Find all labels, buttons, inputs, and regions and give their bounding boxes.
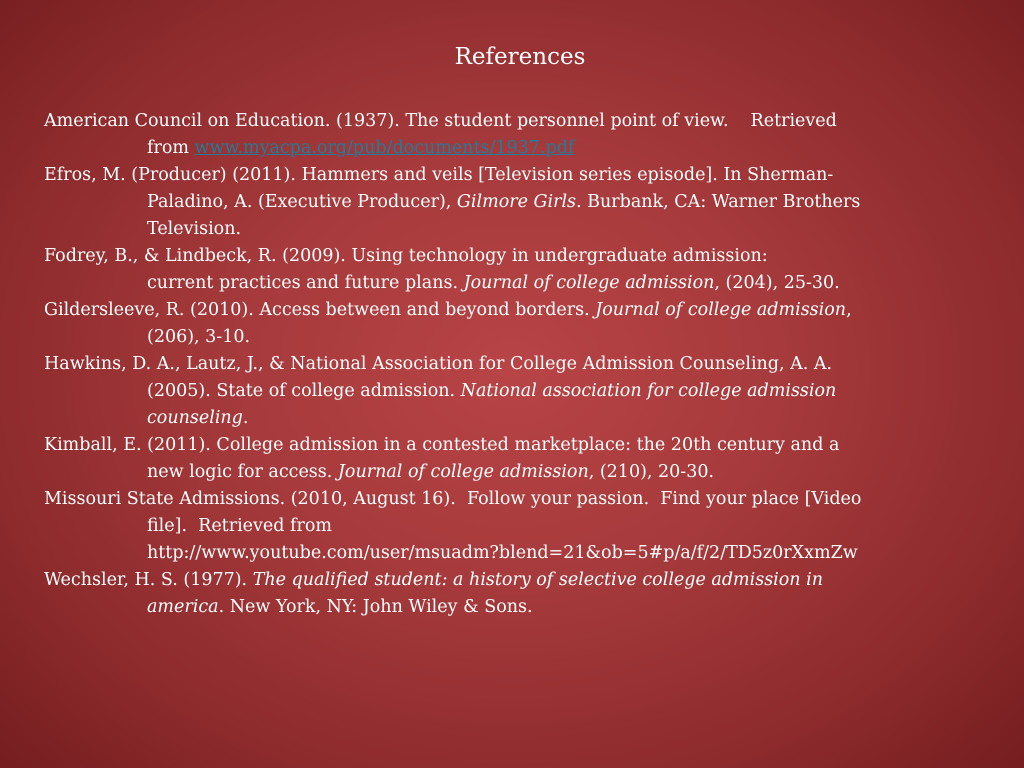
reference-line: [44, 486, 1019, 513]
reference-text: .: [242, 408, 249, 428]
reference-list: [44, 108, 1019, 621]
reference-text: . New York, NY: John Wiley & Sons.: [218, 597, 533, 617]
reference-text: , (204), 25-30.: [714, 273, 840, 293]
reference-line: [44, 405, 1019, 432]
reference-text: Paladino, A. (Executive Producer),: [147, 192, 457, 212]
reference-item: [44, 351, 1019, 432]
reference-text: , (210), 20-30.: [588, 462, 715, 482]
reference-text: current practices and future plans.: [147, 273, 464, 293]
page-title: References: [454, 44, 586, 70]
reference-item: [44, 486, 1019, 567]
reference-item: [44, 243, 1019, 297]
reference-text: file]. Retrieved from: [147, 516, 333, 536]
reference-line: [44, 513, 1019, 540]
reference-line: [44, 351, 1019, 378]
reference-item: [44, 432, 1019, 486]
reference-text: ,: [846, 300, 852, 320]
reference-text: Fodrey, B., & Lindbeck, R. (2009). Using technology in undergraduate admission:: [44, 246, 768, 266]
reference-line: [44, 270, 1019, 297]
reference-text: Wechsler, H. S. (1977).: [44, 570, 253, 590]
reference-italic-text: america: [147, 597, 219, 617]
reference-link[interactable]: www.myacpa.org/pub/documents/1937.pdf: [194, 138, 575, 158]
reference-italic-text: Journal of college admission: [337, 462, 589, 482]
reference-italic-text: Gilmore Girls: [456, 192, 577, 212]
reference-item: [44, 297, 1019, 351]
reference-line: [44, 189, 1019, 216]
reference-text: Kimball, E. (2011). College admission in a contested marketplace: the 20th century and a: [44, 435, 840, 455]
reference-text: Hawkins, D. A., Lautz, J., & National Association for College Admission Counseling, A. A.: [44, 354, 833, 374]
reference-italic-text: Journal of college admission: [595, 300, 847, 320]
reference-text: . Burbank, CA: Warner Brothers: [576, 192, 861, 212]
reference-text: American Council on Education. (1937). The student personnel point of view.: [44, 111, 729, 131]
reference-text: from: [147, 138, 195, 158]
reference-text: (2005). State of college admission.: [147, 381, 461, 401]
reference-line: [44, 108, 1019, 135]
reference-line: [44, 216, 1019, 243]
reference-text: (206), 3-10.: [147, 327, 251, 347]
reference-text: Efros, M. (Producer) (2011). Hammers and veils [Television series episode]. In Sherman-: [44, 165, 834, 185]
reference-text: Television.: [147, 219, 242, 239]
reference-line: [44, 162, 1019, 189]
reference-text: Gildersleeve, R. (2010). Access between and beyond borders.: [44, 300, 596, 320]
reference-item: [44, 567, 1019, 621]
reference-item: [44, 108, 1019, 162]
reference-line: [44, 432, 1019, 459]
reference-line: [44, 297, 1019, 324]
reference-italic-text: National association for college admission: [460, 381, 837, 401]
reference-italic-text: The qualified student: a history of selective college admission in: [252, 570, 824, 590]
reference-line: [44, 567, 1019, 594]
reference-line: [44, 378, 1019, 405]
reference-text: new logic for access.: [147, 462, 338, 482]
reference-line: [44, 594, 1019, 621]
reference-item: [44, 162, 1019, 243]
reference-line: [44, 324, 1019, 351]
reference-text: Retrieved: [750, 111, 837, 131]
reference-line: [44, 243, 1019, 270]
reference-line: [44, 540, 1019, 567]
reference-url-text: http://www.youtube.com/user/msuadm?blend=21&ob=5#p/a/f/2/TD5z0rXxmZw: [147, 543, 858, 563]
reference-text: Missouri State Admissions. (2010, August 16). Follow your passion. Find your place [Video: [44, 489, 862, 509]
reference-italic-text: counseling: [147, 408, 243, 428]
reference-italic-text: Journal of college admission: [463, 273, 715, 293]
reference-line: [44, 459, 1019, 486]
reference-line: [44, 135, 1019, 162]
